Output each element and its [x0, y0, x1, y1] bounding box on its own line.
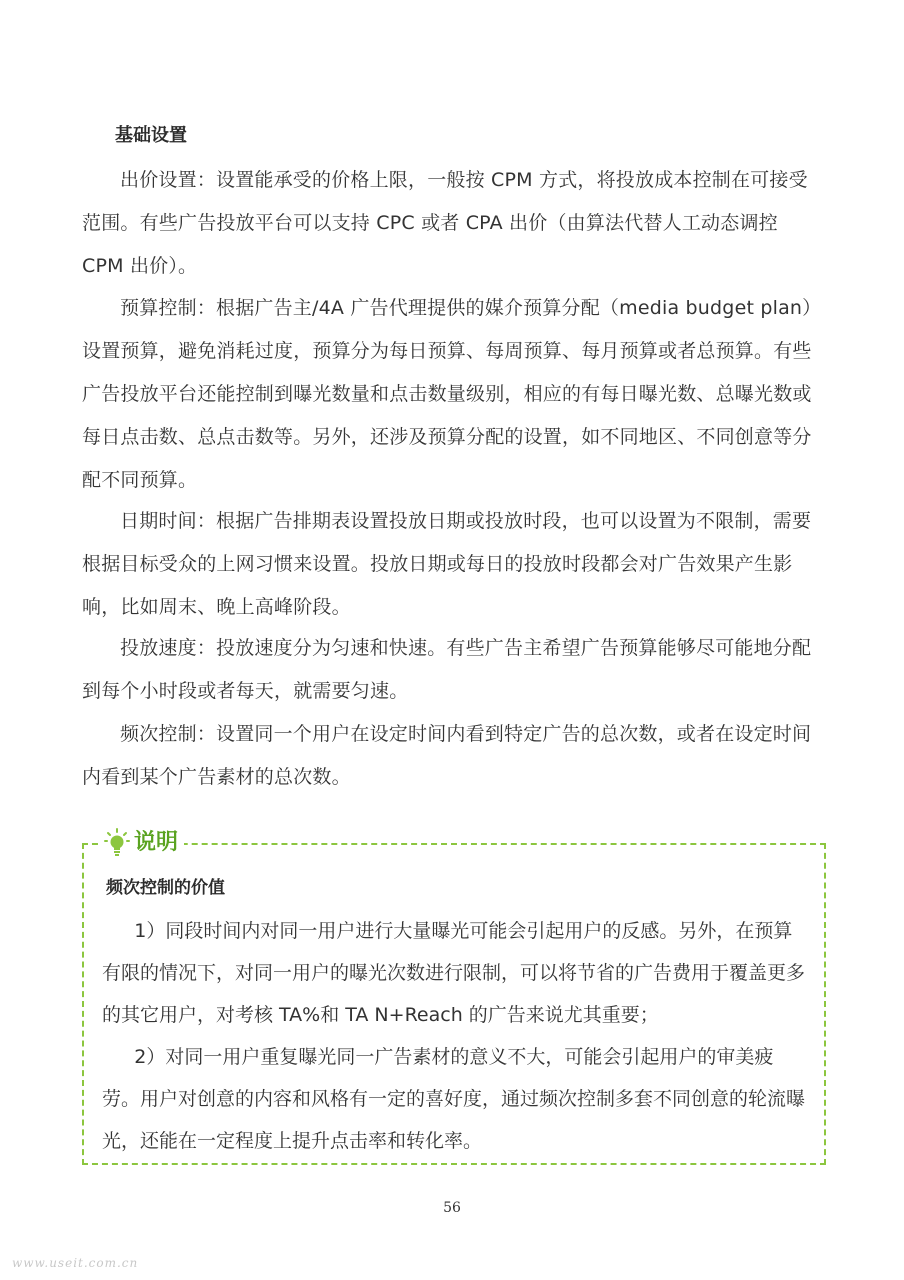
note-paragraph-2: 2）对同一用户重复曝光同一广告素材的意义不大，可能会引起用户的审美疲劳。用户对创意的内容和风格有一定的喜好度，通过频次控制多套不同创意的轮流曝光，还能在一定程度上提升点击率和转化率。	[102, 1046, 806, 1152]
paragraph-frequency-control: 频次控制：设置同一个用户在设定时间内看到特定广告的总次数，或者在设定时间内看到某个广告素材的总次数。	[82, 723, 812, 788]
note-paragraph-1: 1）同段时间内对同一用户进行大量曝光可能会引起用户的反感。另外，在预算有限的情况下，对同一用户的曝光次数进行限制，可以将节省的广告费用于覆盖更多的其它用户，对考核 TA%和 TA N+Reach 的广告来说尤其重要；	[102, 920, 806, 1026]
note-title: 说明	[134, 830, 179, 855]
paragraph-bid-setting: 出价设置：设置能承受的价格上限，一般按 CPM 方式，将投放成本控制在可接受范围。有些广告投放平台可以支持 CPC 或者 CPA 出价（由算法代替人工动态调控 CPM 出价）。	[82, 169, 808, 277]
lightbulb-icon	[104, 828, 130, 858]
section-title: 基础设置	[115, 125, 187, 146]
watermark: www.useit.com.cn	[12, 1256, 139, 1270]
paragraph-delivery-speed: 投放速度：投放速度分为匀速和快速。有些广告主希望广告预算能够尽可能地分配到每个小时段或者每天，就需要匀速。	[82, 637, 812, 702]
paragraph-budget-control: 预算控制：根据广告主/4A 广告代理提供的媒介预算分配（media budget plan）设置预算，避免消耗过度，预算分为每日预算、每周预算、每月预算或者总预算。有些广告投放平台还能控制到曝光数量和点击数量级别，相应的有每日曝光数、总曝光数或每日点击数、总点击数等。另外，还涉及预算分配的设置，如不同地区、不同创意等分配不同预算。	[82, 297, 822, 491]
note-header	[100, 826, 184, 860]
page-number: 56	[443, 1200, 461, 1216]
paragraph-date-time: 日期时间：根据广告排期表设置投放日期或投放时段，也可以设置为不限制，需要根据目标受众的上网习惯来设置。投放日期或每日的投放时段都会对广告效果产生影响，比如周末、晚上高峰阶段。	[82, 510, 812, 618]
note-subtitle: 频次控制的价值	[106, 878, 225, 898]
